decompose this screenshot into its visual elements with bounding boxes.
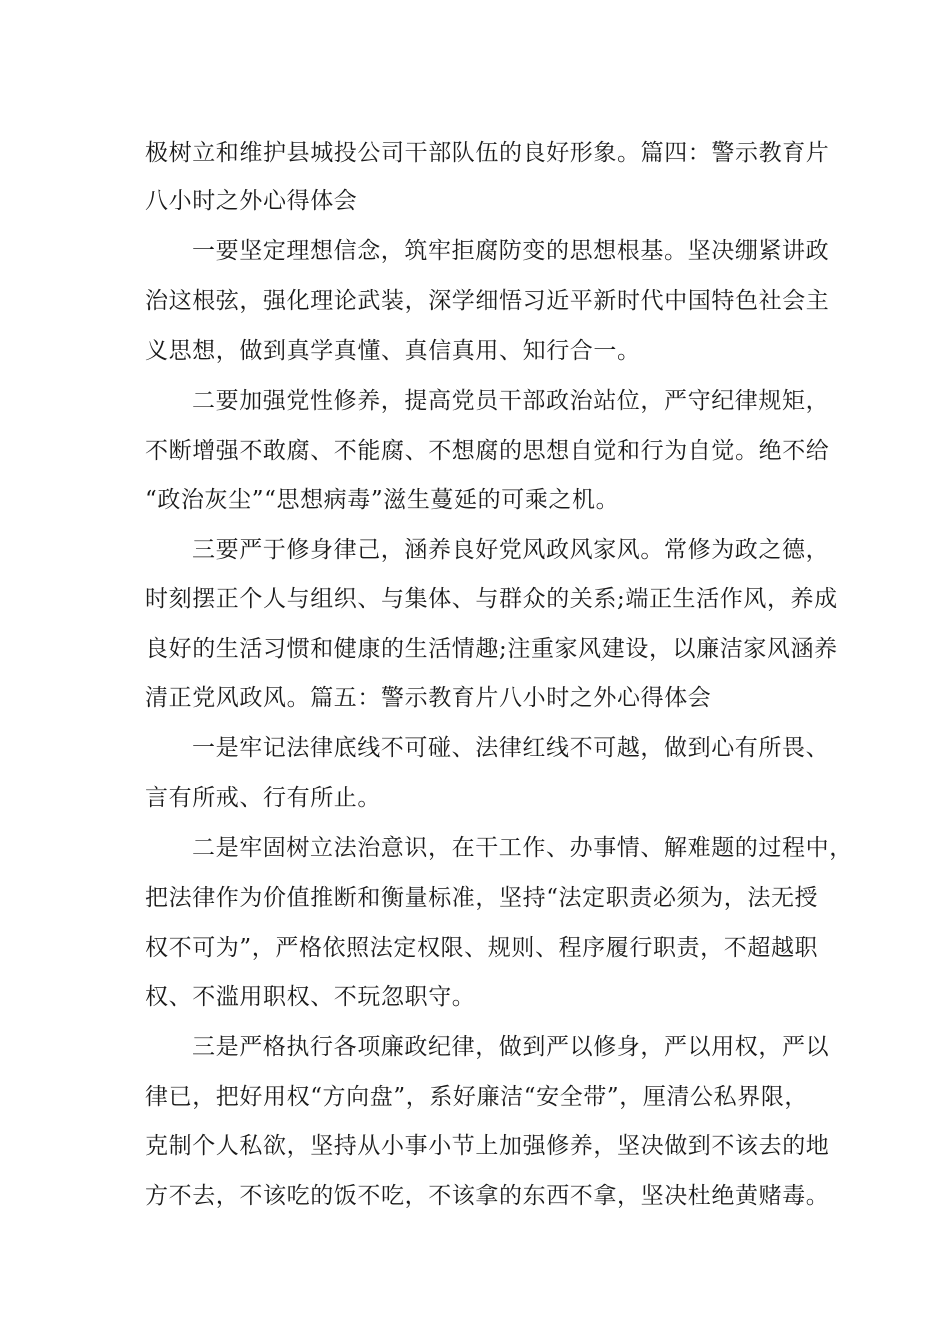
paragraph-first-line: 三要严于修身律己，涵养良好党风政风家风。常修为政之德， <box>192 537 830 563</box>
text-line: 时刻摆正个人与组织、与集体、与群众的关系;端正生活作风，养成 <box>145 586 838 612</box>
text-line: 权不可为”，严格依照法定权限、规则、程序履行职责，不超越职 <box>145 935 819 961</box>
text-line: 权、不滥用职权、不玩忽职守。 <box>145 984 476 1010</box>
text-line: 言有所戒、行有所止。 <box>145 785 381 811</box>
paragraph-first-line: 二要加强党性修养，提高党员干部政治站位，严守纪律规矩， <box>192 388 830 414</box>
text-line: 把法律作为价值推断和衡量标准，坚持“法定职责必须为，法无授 <box>145 885 819 911</box>
paragraph-first-line: 一要坚定理想信念，筑牢拒腐防变的思想根基。坚决绷紧讲政 <box>192 238 830 264</box>
text-line: 义思想，做到真学真懂、真信真用、知行合一。 <box>145 338 641 364</box>
paragraph-first-line: 一是牢记法律底线不可碰、法律红线不可越，做到心有所畏、 <box>192 735 830 761</box>
text-line: 清正党风政风。篇五：警示教育片八小时之外心得体会 <box>145 685 712 711</box>
text-line: 不断增强不敢腐、不能腐、不想腐的思想自觉和行为自觉。绝不给 <box>145 438 830 464</box>
text-line: 治这根弦，强化理论武装，深学细悟习近平新时代中国特色社会主 <box>145 288 830 314</box>
text-line: 极树立和维护县城投公司干部队伍的良好形象。篇四：警示教育片 <box>145 140 830 166</box>
paragraph-first-line: 三是严格执行各项廉政纪律，做到严以修身，严以用权，严以 <box>192 1034 830 1060</box>
text-line: 律已，把好用权“方向盘”，系好廉洁“安全带”，厘清公私界限， <box>145 1084 809 1110</box>
text-line: 方不去，不该吃的饭不吃，不该拿的东西不拿，坚决杜绝黄赌毒。 <box>145 1183 830 1209</box>
paragraph-first-line: 二是牢固树立法治意识，在干工作、办事情、解难题的过程中， <box>192 835 853 861</box>
text-line: 克制个人私欲，坚持从小事小节上加强修养，坚决做到不该去的地 <box>145 1133 830 1159</box>
text-line: “政治灰尘”“思想病毒”滋生蔓延的可乘之机。 <box>145 487 620 513</box>
text-line: 八小时之外心得体会 <box>145 188 358 214</box>
text-line: 良好的生活习惯和健康的生活情趣;注重家风建设，以廉洁家风涵养 <box>145 636 838 662</box>
